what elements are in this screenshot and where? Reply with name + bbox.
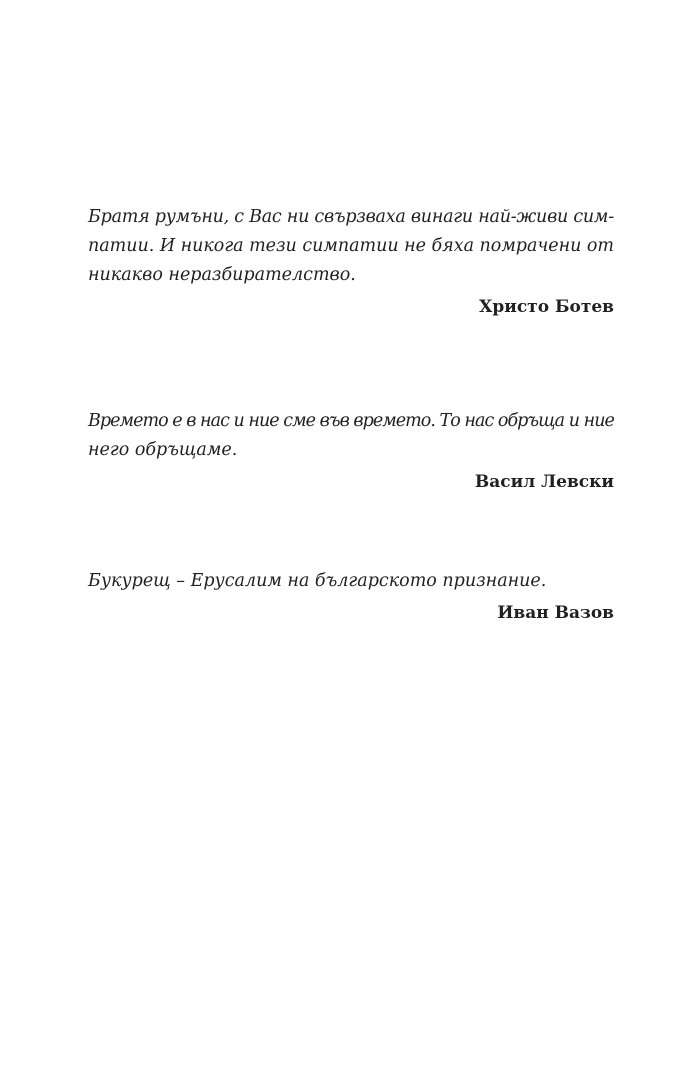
quote-block-levski bbox=[88, 407, 614, 497]
quote-line: Братя румъни, с Вас ни свързваха винаги най-живи сим- bbox=[88, 207, 614, 227]
quote-author: Христо Ботев bbox=[479, 297, 614, 317]
quote-line: Времето е в нас и ние сме във времето. То нас обръща и ние bbox=[88, 411, 614, 431]
quote-line: него обръщаме. bbox=[88, 440, 238, 460]
quote-line: патии. И никога тези симпатии не бяха помрачени от bbox=[88, 236, 614, 256]
quote-block-botev bbox=[88, 203, 614, 322]
quote-text bbox=[88, 203, 614, 290]
quote-line: Букурещ – Ерусалим на българското признание. bbox=[88, 571, 547, 591]
quote-text bbox=[88, 567, 614, 596]
quote-author: Васил Левски bbox=[474, 472, 614, 492]
quote-line: никакво неразбирателство. bbox=[88, 265, 356, 285]
quote-author: Иван Вазов bbox=[497, 603, 614, 623]
quote-block-vazov bbox=[88, 567, 614, 628]
quote-text bbox=[88, 407, 614, 465]
